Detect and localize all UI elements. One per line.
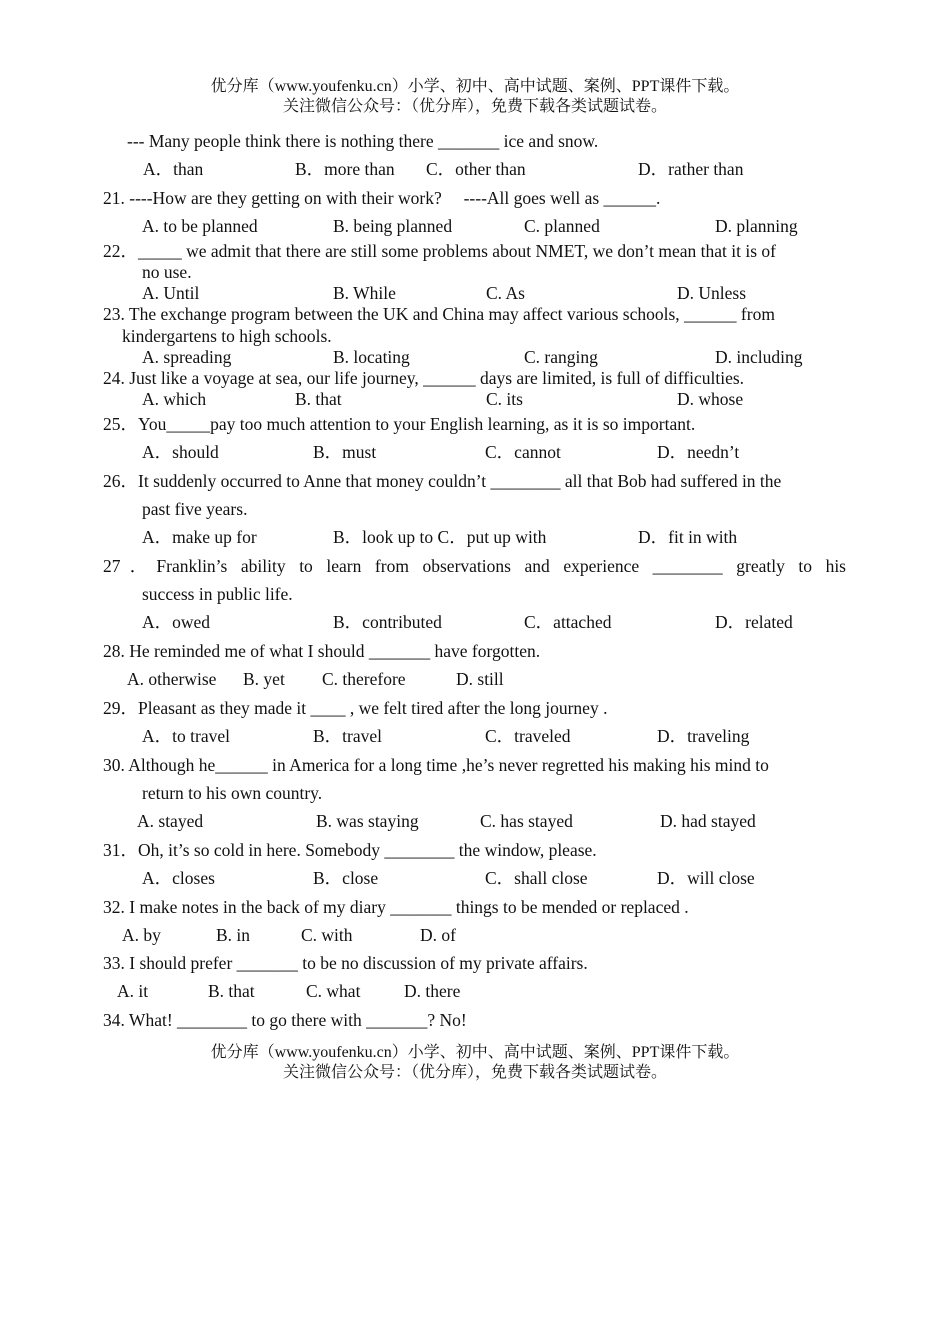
option-29-b: B．travel [313,726,383,746]
option-23-c: C. ranging [524,347,598,367]
option-28-d: D. still [456,669,504,689]
question-22-stem-line-2: no use. [142,262,192,282]
option-27-d: D．related [715,612,793,632]
option-23-b: B. locating [333,347,410,367]
option-30-c: C. has stayed [480,811,573,831]
option-22-b: B. While [333,283,396,303]
question-21-stem: 21. ----How are they getting on with their work? ----All goes well as ______. [103,188,661,208]
option-31-a: A．closes [142,868,215,888]
option-28-b: B. yet [243,669,285,689]
question-26-stem-line-2: past five years. [142,499,248,519]
option-20-c: C．other than [426,159,526,179]
option-32-c: C. with [301,925,353,945]
option-28-a: A. otherwise [127,669,217,689]
option-21-b: B. being planned [333,216,453,236]
option-33-a: A. it [117,981,149,1001]
question-33-stem: 33. I should prefer _______ to be no discussion of my private affairs. [103,953,588,973]
option-23-a: A. spreading [142,347,232,367]
option-30-a: A. stayed [137,811,204,831]
option-29-c: C．traveled [485,726,571,746]
question-32-stem: 32. I make notes in the back of my diary _______ things to be mended or replaced . [103,897,689,917]
question-24-stem: 24. Just like a voyage at sea, our life journey, ______ days are limited, is full of difficulties. [103,368,745,388]
option-31-c: C．shall close [485,868,588,888]
question-27-stem-line-1: 27．Franklin’s ability to learn from observations and experience ________ greatly to his [103,556,846,576]
question-26-stem-line-1: 26．It suddenly occurred to Anne that money couldn’t ________ all that Bob had suffered in the [103,471,782,491]
question-30-stem-line-2: return to his own country. [142,783,323,803]
option-23-d: D. including [715,347,803,367]
question-28-stem: 28. He reminded me of what I should _______ have forgotten. [103,641,541,661]
option-33-d: D. there [404,981,461,1001]
option-31-d: D．will close [657,868,755,888]
option-24-d: D. whose [677,389,744,409]
option-32-d: D. of [420,925,456,945]
option-24-b: B. that [295,389,342,409]
question-31-stem: 31．Oh, it’s so cold in here. Somebody ________ the window, please. [103,840,597,860]
option-20-b: B．more than [295,159,395,179]
option-30-d: D. had stayed [660,811,756,831]
option-22-c: C. As [486,283,525,303]
option-29-d: D．traveling [657,726,750,746]
option-27-a: A．owed [142,612,211,632]
option-33-c: C. what [306,981,361,1001]
question-22-stem-line-1: 22．_____ we admit that there are still some problems about NMET, we don’t mean that it is of [103,241,776,261]
option-25-d: D．needn’t [657,442,740,462]
option-32-b: B. in [216,925,251,945]
question-34-stem: 34. What! ________ to go there with _______? No! [103,1010,467,1030]
option-26-b-c: B．look up to C．put up with [333,527,547,547]
option-25-a: A．should [142,442,219,462]
question-29-stem: 29．Pleasant as they made it ____ , we felt tired after the long journey . [103,698,608,718]
option-32-a: A. by [122,925,161,945]
question-23-stem-line-2: kindergartens to high schools. [122,326,332,346]
option-30-b: B. was staying [316,811,419,831]
question-20-stem: --- Many people think there is nothing there _______ ice and snow. [127,131,599,151]
option-25-c: C．cannot [485,442,561,462]
option-27-b: B．contributed [333,612,442,632]
footer-line-1: 优分库（www.youfenku.cn）小学、初中、高中试题、案例、PPT课件下载。 [210,1044,740,1061]
option-20-d: D．rather than [638,159,744,179]
option-26-a: A．make up for [142,527,257,547]
option-21-a: A. to be planned [142,216,258,236]
option-27-c: C．attached [524,612,612,632]
option-24-a: A. which [142,389,207,409]
option-31-b: B．close [313,868,379,888]
option-25-b: B．must [313,442,377,462]
option-33-b: B. that [208,981,255,1001]
option-22-d: D. Unless [677,283,747,303]
option-29-a: A．to travel [142,726,230,746]
question-23-stem-line-1: 23. The exchange program between the UK and China may affect various schools, ______ from [103,304,775,324]
header-line-1: 优分库（www.youfenku.cn）小学、初中、高中试题、案例、PPT课件下载。 [210,78,740,95]
question-25-stem: 25．You_____pay too much attention to your English learning, as it is so important. [103,414,696,434]
question-27-stem-line-2: success in public life. [142,584,293,604]
question-30-stem-line-1: 30. Although he______ in America for a long time ,he’s never regretted his making his mind to [103,755,769,775]
option-28-c: C. therefore [322,669,406,689]
option-26-d: D．fit in with [638,527,738,547]
footer-line-2: 关注微信公众号：（优分库），免费下载各类试题试卷。 [282,1064,667,1081]
option-21-c: C. planned [524,216,600,236]
option-20-a: A．than [143,159,204,179]
option-24-c: C. its [486,389,523,409]
option-21-d: D. planning [715,216,798,236]
header-line-2: 关注微信公众号：（优分库），免费下载各类试题试卷。 [282,98,667,115]
option-22-a: A. Until [142,283,200,303]
